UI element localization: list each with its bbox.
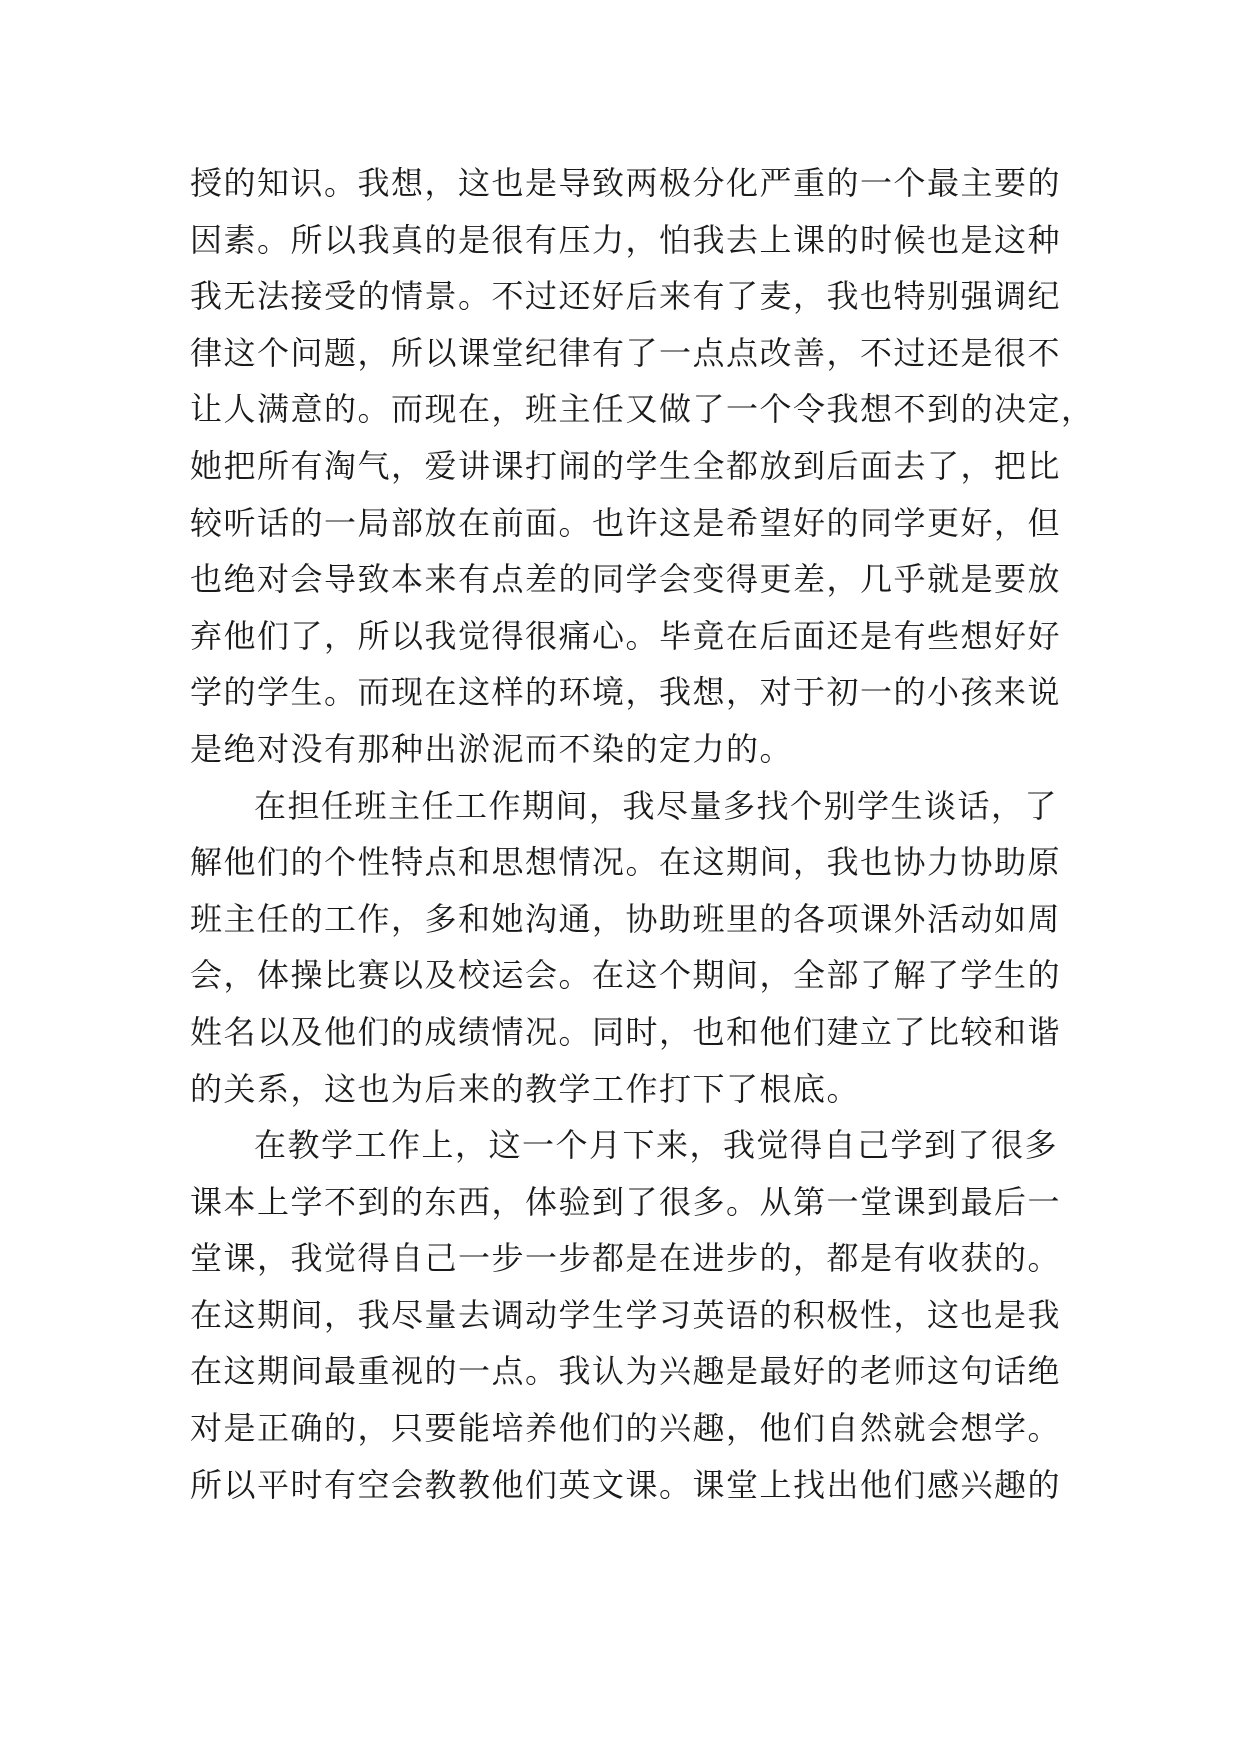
text-line: 因素。所以我真的是很有压力，怕我去上课的时候也是这种 (190, 220, 1062, 259)
text-line: 课本上学不到的东西，体验到了很多。从第一堂课到最后一 (190, 1182, 1062, 1221)
text-line: 较听话的一局部放在前面。也许这是希望好的同学更好，但 (190, 503, 1062, 542)
text-line: 学的学生。而现在这样的环境，我想，对于初一的小孩来说 (190, 673, 1062, 712)
text-line: 在担任班主任工作期间，我尽量多找个别学生谈话，了 (254, 786, 1059, 825)
text-line: 律这个问题，所以课堂纪律有了一点点改善，不过还是很不 (190, 333, 1062, 372)
text-line: 也绝对会导致本来有点差的同学会变得更差，几乎就是要放 (190, 560, 1062, 599)
text-line: 班主任的工作，多和她沟通，协助班里的各项课外活动如周 (190, 899, 1062, 938)
text-line: 她把所有淘气，爱讲课打闹的学生全都放到后面去了，把比 (190, 446, 1062, 485)
text-line: 在这期间最重视的一点。我认为兴趣是最好的老师这句话绝 (190, 1352, 1062, 1391)
text-line: 在教学工作上，这一个月下来，我觉得自己学到了很多 (254, 1126, 1059, 1165)
text-line: 在这期间，我尽量去调动学生学习英语的积极性，这也是我 (190, 1295, 1062, 1334)
text-line: 弃他们了，所以我觉得很痛心。毕竟在后面还是有些想好好 (190, 616, 1062, 655)
text-line: 的关系，这也为后来的教学工作打下了根底。 (190, 1069, 861, 1108)
text-line: 让人满意的。而现在，班主任又做了一个令我想不到的决定， (190, 390, 1095, 429)
text-line: 是绝对没有那种出淤泥而不染的定力的。 (190, 729, 794, 768)
text-line: 解他们的个性特点和思想情况。在这期间，我也协力协助原 (190, 843, 1062, 882)
text-line: 我无法接受的情景。不过还好后来有了麦，我也特别强调纪 (190, 277, 1062, 316)
document-body (190, 155, 1095, 1513)
text-line: 对是正确的，只要能培养他们的兴趣，他们自然就会想学。 (190, 1409, 1062, 1448)
text-line: 所以平时有空会教教他们英文课。课堂上找出他们感兴趣的 (190, 1465, 1062, 1504)
text-line: 堂课，我觉得自己一步一步都是在进步的，都是有收获的。 (190, 1239, 1062, 1278)
text-line: 会，体操比赛以及校运会。在这个期间，全部了解了学生的 (190, 956, 1062, 995)
text-line: 姓名以及他们的成绩情况。同时，也和他们建立了比较和谐 (190, 1012, 1062, 1051)
text-line: 授的知识。我想，这也是导致两极分化严重的一个最主要的 (190, 164, 1062, 202)
